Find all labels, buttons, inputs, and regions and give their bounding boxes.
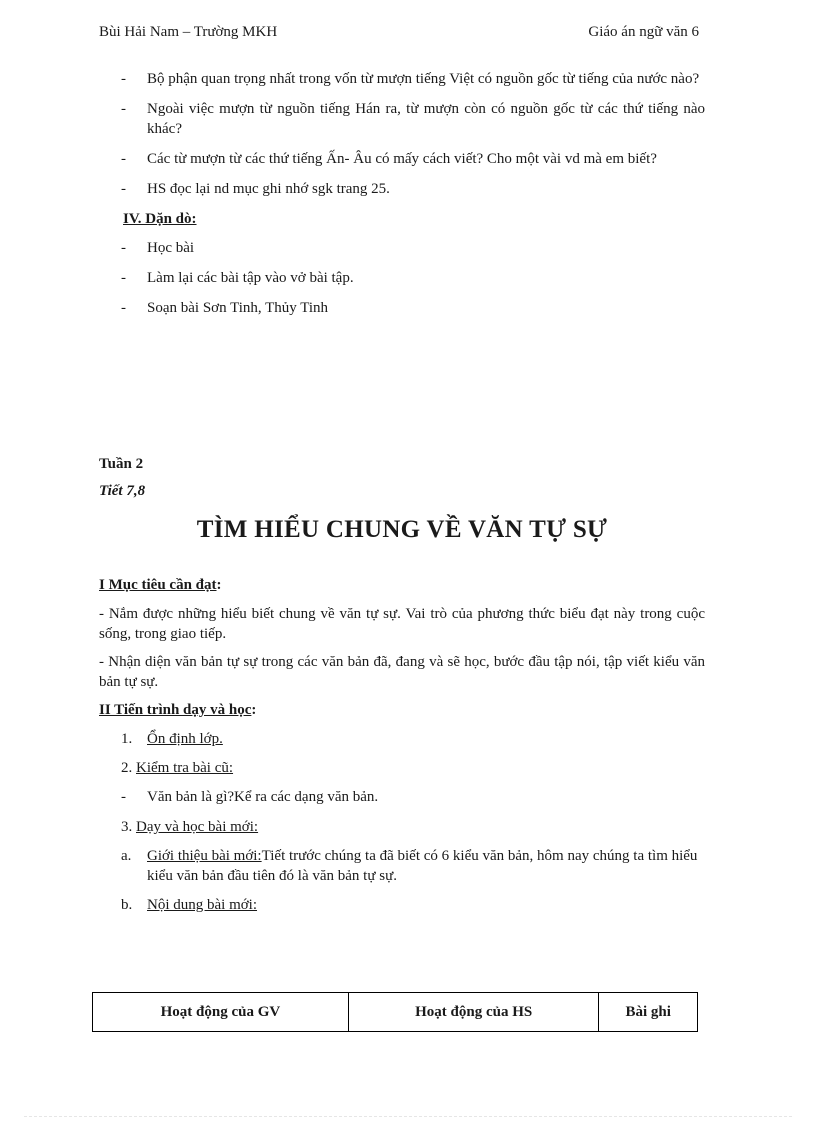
- list-item: - Bộ phận quan trọng nhất trong vốn từ mượn tiếng Việt có nguồn gốc từ tiếng của nước nào?: [121, 71, 700, 87]
- list-item: - HS đọc lại nd mục ghi nhớ sgk trang 25.: [121, 181, 390, 197]
- week-label: Tuần 2: [99, 456, 144, 472]
- list-item: - Các từ mượn từ các thứ tiếng Ấn- Âu có mấy cách viết? Cho một vài vd mà em biết?: [121, 151, 657, 167]
- page-title: TÌM HIỂU CHUNG VỀ VĂN TỰ SỰ: [196, 516, 608, 543]
- section-iv-heading: IV. Dặn dò:: [123, 211, 197, 227]
- activity-table: [92, 992, 698, 1032]
- page-bottom-divider: [24, 1116, 792, 1117]
- header-subject: Giáo án ngữ văn 6: [588, 24, 699, 40]
- sub-step-b: b. Nội dung bài mới:: [121, 897, 258, 913]
- process-heading: II Tiến trình dạy và học:: [99, 702, 257, 718]
- page-header: [99, 22, 699, 42]
- goals-heading: I Mục tiêu cần đạt:: [99, 577, 222, 593]
- list-item: - Làm lại các bài tập vào vở bài tập.: [121, 270, 354, 286]
- list-item: - Học bài: [121, 240, 195, 256]
- goal-text: - Nắm được những hiểu biết chung về văn tự sự. Vai trò của phương thức biểu đạt này trong cuộc sống, trong giao tiếp.: [99, 606, 705, 642]
- page-body: [99, 69, 705, 924]
- sub-step-a: a. Giới thiệu bài mới:Tiết trước chúng ta đã biết có 6 kiểu văn bản, hôm nay chúng ta tìm hiểu kiểu văn bản đầu tiên đó là văn bản tự sự.: [121, 848, 698, 884]
- list-item: - Văn bản là gì?Kể ra các dạng văn bản.: [121, 789, 379, 805]
- table-header-cell: Bài ghi: [599, 993, 698, 1032]
- table-header-cell: Hoạt động của HS: [348, 993, 599, 1032]
- table-header-cell: Hoạt động của GV: [93, 993, 349, 1032]
- step-2: 2. Kiểm tra bài cũ:: [121, 760, 234, 776]
- goal-text: - Nhận diện văn bản tự sự trong các văn bản đã, đang và sẽ học, bước đầu tập nói, tập viết kiểu văn bản tự sự.: [99, 654, 705, 690]
- period-label: Tiết 7,8: [99, 483, 146, 499]
- step-1: 1. Ổn định lớp.: [121, 731, 223, 747]
- table-header-row: [93, 993, 698, 1032]
- header-author: Bùi Hải Nam – Trường MKH: [99, 24, 278, 40]
- step-3: 3. Dạy và học bài mới:: [121, 819, 259, 835]
- list-item: - Soạn bài Sơn Tinh, Thủy Tinh: [121, 300, 329, 316]
- list-item: - Ngoài việc mượn từ nguồn tiếng Hán ra, từ mượn còn có nguồn gốc từ các thứ tiếng nào khác?: [121, 101, 705, 137]
